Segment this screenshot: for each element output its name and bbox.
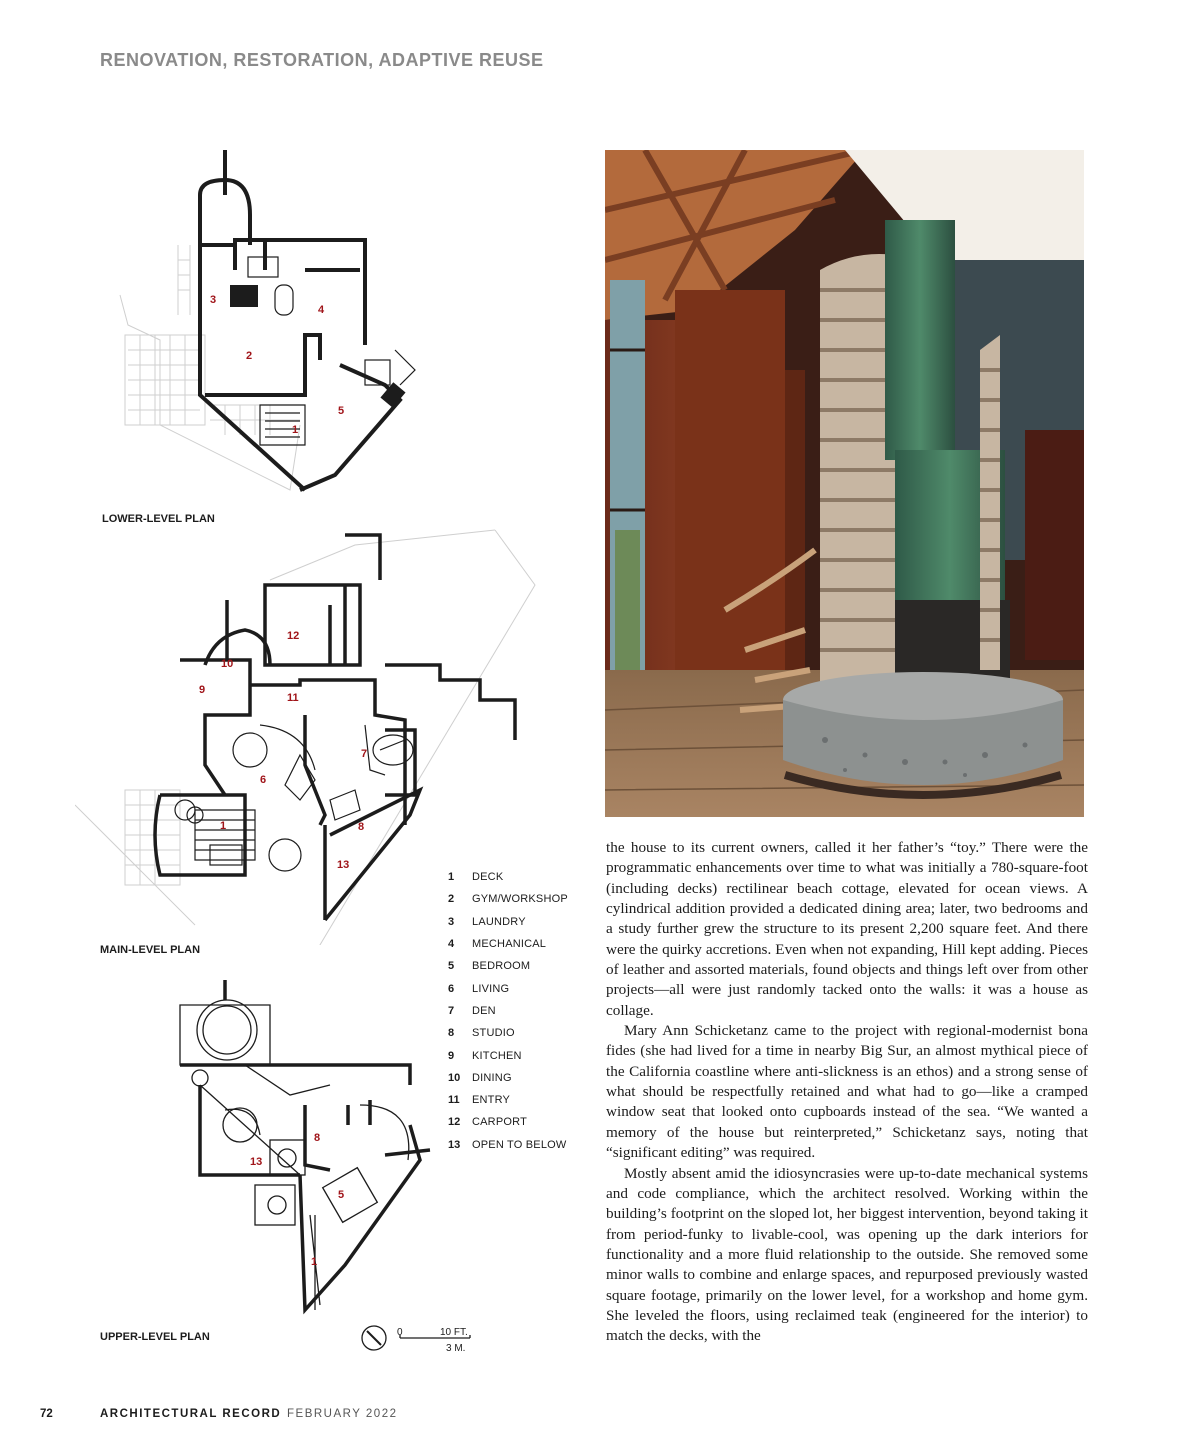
legend-item: 13 OPEN TO BELOW bbox=[448, 1138, 567, 1151]
article-paragraph: Mostly absent amid the idiosyncrasies were up-to-date mechanical systems and code compliance, which the architect resolved. Working within the building’s footprint on the sloped lot, her biggest intervention, beyond taking it from period-funky to livable-cool, was opening up the dark interiors for functionality and a more fluid relationship to the outside. She removed some minor walls to combine and enlarge spaces, and repurposed previously wasted square footage, primarily on the lower level, for a workshop and home gym. She leveled the floors, using reclaimed teak (engineered for the interior) to match the decks, with the bbox=[606, 1164, 1088, 1345]
issue-date: FEBRUARY 2022 bbox=[287, 1408, 398, 1420]
main-room-8: 8 bbox=[358, 821, 365, 833]
main-room-1: 1 bbox=[220, 820, 227, 832]
section-header: RENOVATION, RESTORATION, ADAPTIVE REUSE bbox=[100, 50, 544, 70]
main-room-12: 12 bbox=[287, 630, 300, 642]
scale-feet: 10 FT. bbox=[440, 1327, 468, 1338]
scale-zero: 0 bbox=[397, 1327, 403, 1338]
upper-level-plan-label: UPPER-LEVEL PLAN bbox=[100, 1331, 210, 1343]
legend-item: 9 KITCHEN bbox=[448, 1049, 522, 1062]
legend-item: 7 DEN bbox=[448, 1004, 496, 1017]
legend-item: 10 DINING bbox=[448, 1071, 512, 1084]
main-room-13: 13 bbox=[337, 859, 350, 871]
upper-room-13: 13 bbox=[250, 1156, 263, 1168]
scale-bar bbox=[360, 1322, 490, 1354]
scale-meters: 3 M. bbox=[446, 1343, 466, 1354]
magazine-name: ARCHITECTURAL RECORD bbox=[100, 1408, 282, 1420]
legend-item: 3 LAUNDRY bbox=[448, 915, 526, 928]
page-number: 72 bbox=[40, 1408, 53, 1420]
legend-item: 2 GYM/WORKSHOP bbox=[448, 893, 568, 906]
article-body bbox=[606, 838, 1088, 1347]
main-room-10: 10 bbox=[221, 658, 234, 670]
lower-room-2: 2 bbox=[246, 350, 253, 362]
main-room-11: 11 bbox=[287, 692, 299, 704]
legend-item: 11 ENTRY bbox=[448, 1094, 511, 1107]
lower-room-4: 4 bbox=[318, 304, 325, 316]
legend-item: 4 MECHANICAL bbox=[448, 938, 547, 951]
article-paragraph: the house to its current owners, called it her father’s “toy.” There were the programmatic enhancements over time to what was initially a 780-square-foot (including decks) rectilinear beach cottage, elevated for ocean views. A cylindrical addition provided a dedicated dining area; later, two bedrooms and a study further grew the structure to its present 2,200 square feet. And there were the quirky accretions. Even when not expanding, Hill kept adding. Pieces of leather and assorted materials, found objects and things left over from other projects—all were just randomly tacked onto the walls: it was a house as collage. bbox=[606, 839, 1088, 1019]
upper-level-plan-drawing bbox=[170, 975, 440, 1320]
room-legend bbox=[448, 866, 598, 1156]
lower-level-plan-label: LOWER-LEVEL PLAN bbox=[102, 513, 215, 525]
lower-room-3: 3 bbox=[210, 294, 217, 306]
upper-room-8: 8 bbox=[314, 1132, 321, 1144]
legend-item: 5 BEDROOM bbox=[448, 960, 531, 973]
north-arrow-icon bbox=[362, 1326, 386, 1350]
lower-level-plan-drawing bbox=[100, 145, 430, 500]
legend-item: 6 LIVING bbox=[448, 982, 510, 995]
legend-item: 1 DECK bbox=[448, 871, 504, 884]
main-level-plan-label: MAIN-LEVEL PLAN bbox=[100, 944, 201, 956]
lower-room-1: 1 bbox=[292, 424, 299, 436]
main-room-9: 9 bbox=[199, 684, 206, 696]
article-paragraph: Mary Ann Schicketanz came to the project with regional-modernist bona fides (she had lived for a time in nearby Big Sur, an almost mythical piece of the California coastline where anti-slickness is an ethos) and a strong sense of what should be respectfully retained and what had to go—like a cramped window seat that looked onto cupboards instead of the sea. “We wanted a memory of the house but reinterpreted,” Schicketanz says, noting that “significant editing” was required. bbox=[606, 1022, 1088, 1162]
lower-room-5: 5 bbox=[338, 405, 345, 417]
main-room-6: 6 bbox=[260, 774, 267, 786]
main-room-7: 7 bbox=[361, 748, 368, 760]
legend-item: 8 STUDIO bbox=[448, 1027, 515, 1040]
upper-room-5: 5 bbox=[338, 1189, 345, 1201]
interior-photo bbox=[605, 150, 1084, 817]
upper-room-1: 1 bbox=[311, 1256, 318, 1268]
legend-item: 12 CARPORT bbox=[448, 1116, 527, 1129]
